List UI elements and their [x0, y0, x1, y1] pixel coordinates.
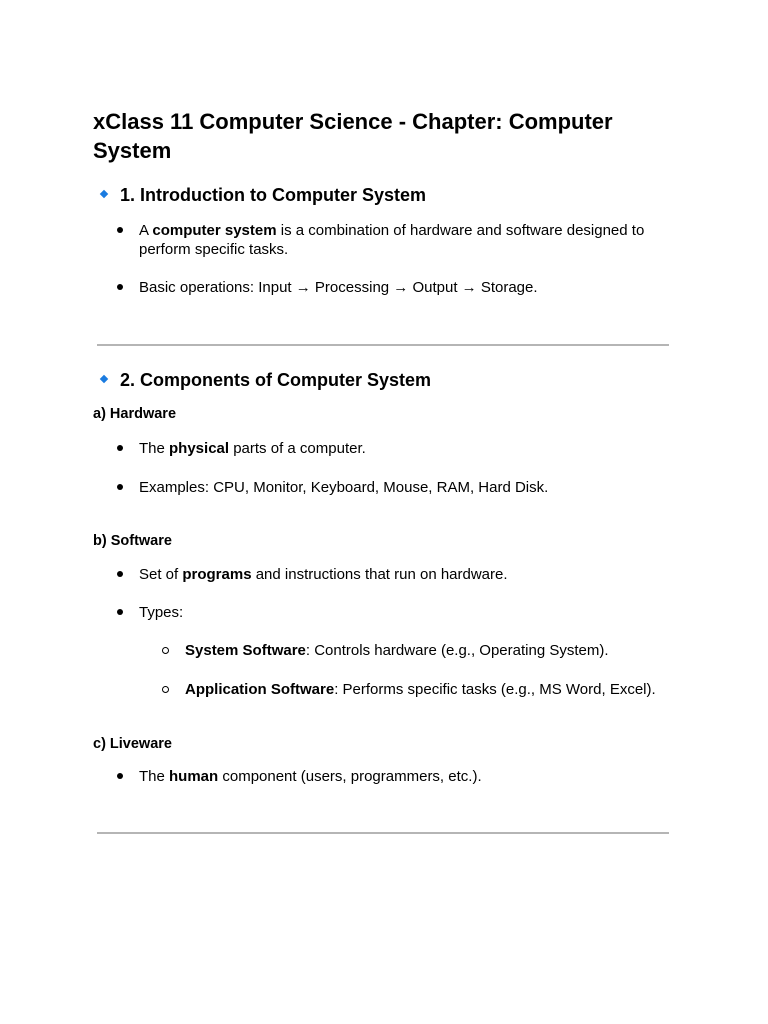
- list-item: Set of programs and instructions that run on hardware.: [139, 566, 508, 583]
- horizontal-divider: [97, 344, 669, 346]
- list-item: A computer system is a combination of hardware and software designed to: [139, 222, 645, 239]
- subheading-software: b) Software: [93, 533, 172, 549]
- bullet-icon: [117, 571, 123, 577]
- page-title: xClass 11 Computer Science - Chapter: Computer System: [93, 109, 613, 163]
- bullet-icon: [117, 484, 123, 490]
- bullet-icon: [117, 445, 123, 451]
- diamond-icon: [100, 190, 108, 198]
- bullet-icon: [117, 227, 123, 233]
- subheading-liveware: c) Liveware: [93, 736, 172, 752]
- horizontal-divider: [97, 832, 669, 834]
- section-heading-introduction: 1. Introduction to Computer System: [120, 185, 427, 205]
- list-item: The human component (users, programmers, etc.).: [139, 768, 482, 785]
- sub-list-item: Application Software: Performs specific tasks (e.g., MS Word, Excel).: [185, 681, 656, 698]
- list-item: Examples: CPU, Monitor, Keyboard, Mouse, RAM, Hard Disk.: [139, 479, 549, 496]
- sub-list-item: System Software: Controls hardware (e.g., Operating System).: [185, 642, 609, 659]
- diamond-icon: [100, 375, 108, 383]
- bullet-icon: [117, 773, 123, 779]
- list-item: The physical parts of a computer.: [139, 440, 366, 457]
- hollow-bullet-icon: [162, 686, 169, 693]
- list-item-continuation: perform specific tasks.: [139, 241, 289, 258]
- list-item: Types:: [139, 604, 184, 621]
- bullet-icon: [117, 284, 123, 290]
- list-item: Basic operations: Input → Processing → Output → Storage.: [139, 279, 538, 296]
- section-heading-components: 2. Components of Computer System: [120, 370, 432, 390]
- bullet-icon: [117, 609, 123, 615]
- hollow-bullet-icon: [162, 647, 169, 654]
- subheading-hardware: a) Hardware: [93, 406, 177, 422]
